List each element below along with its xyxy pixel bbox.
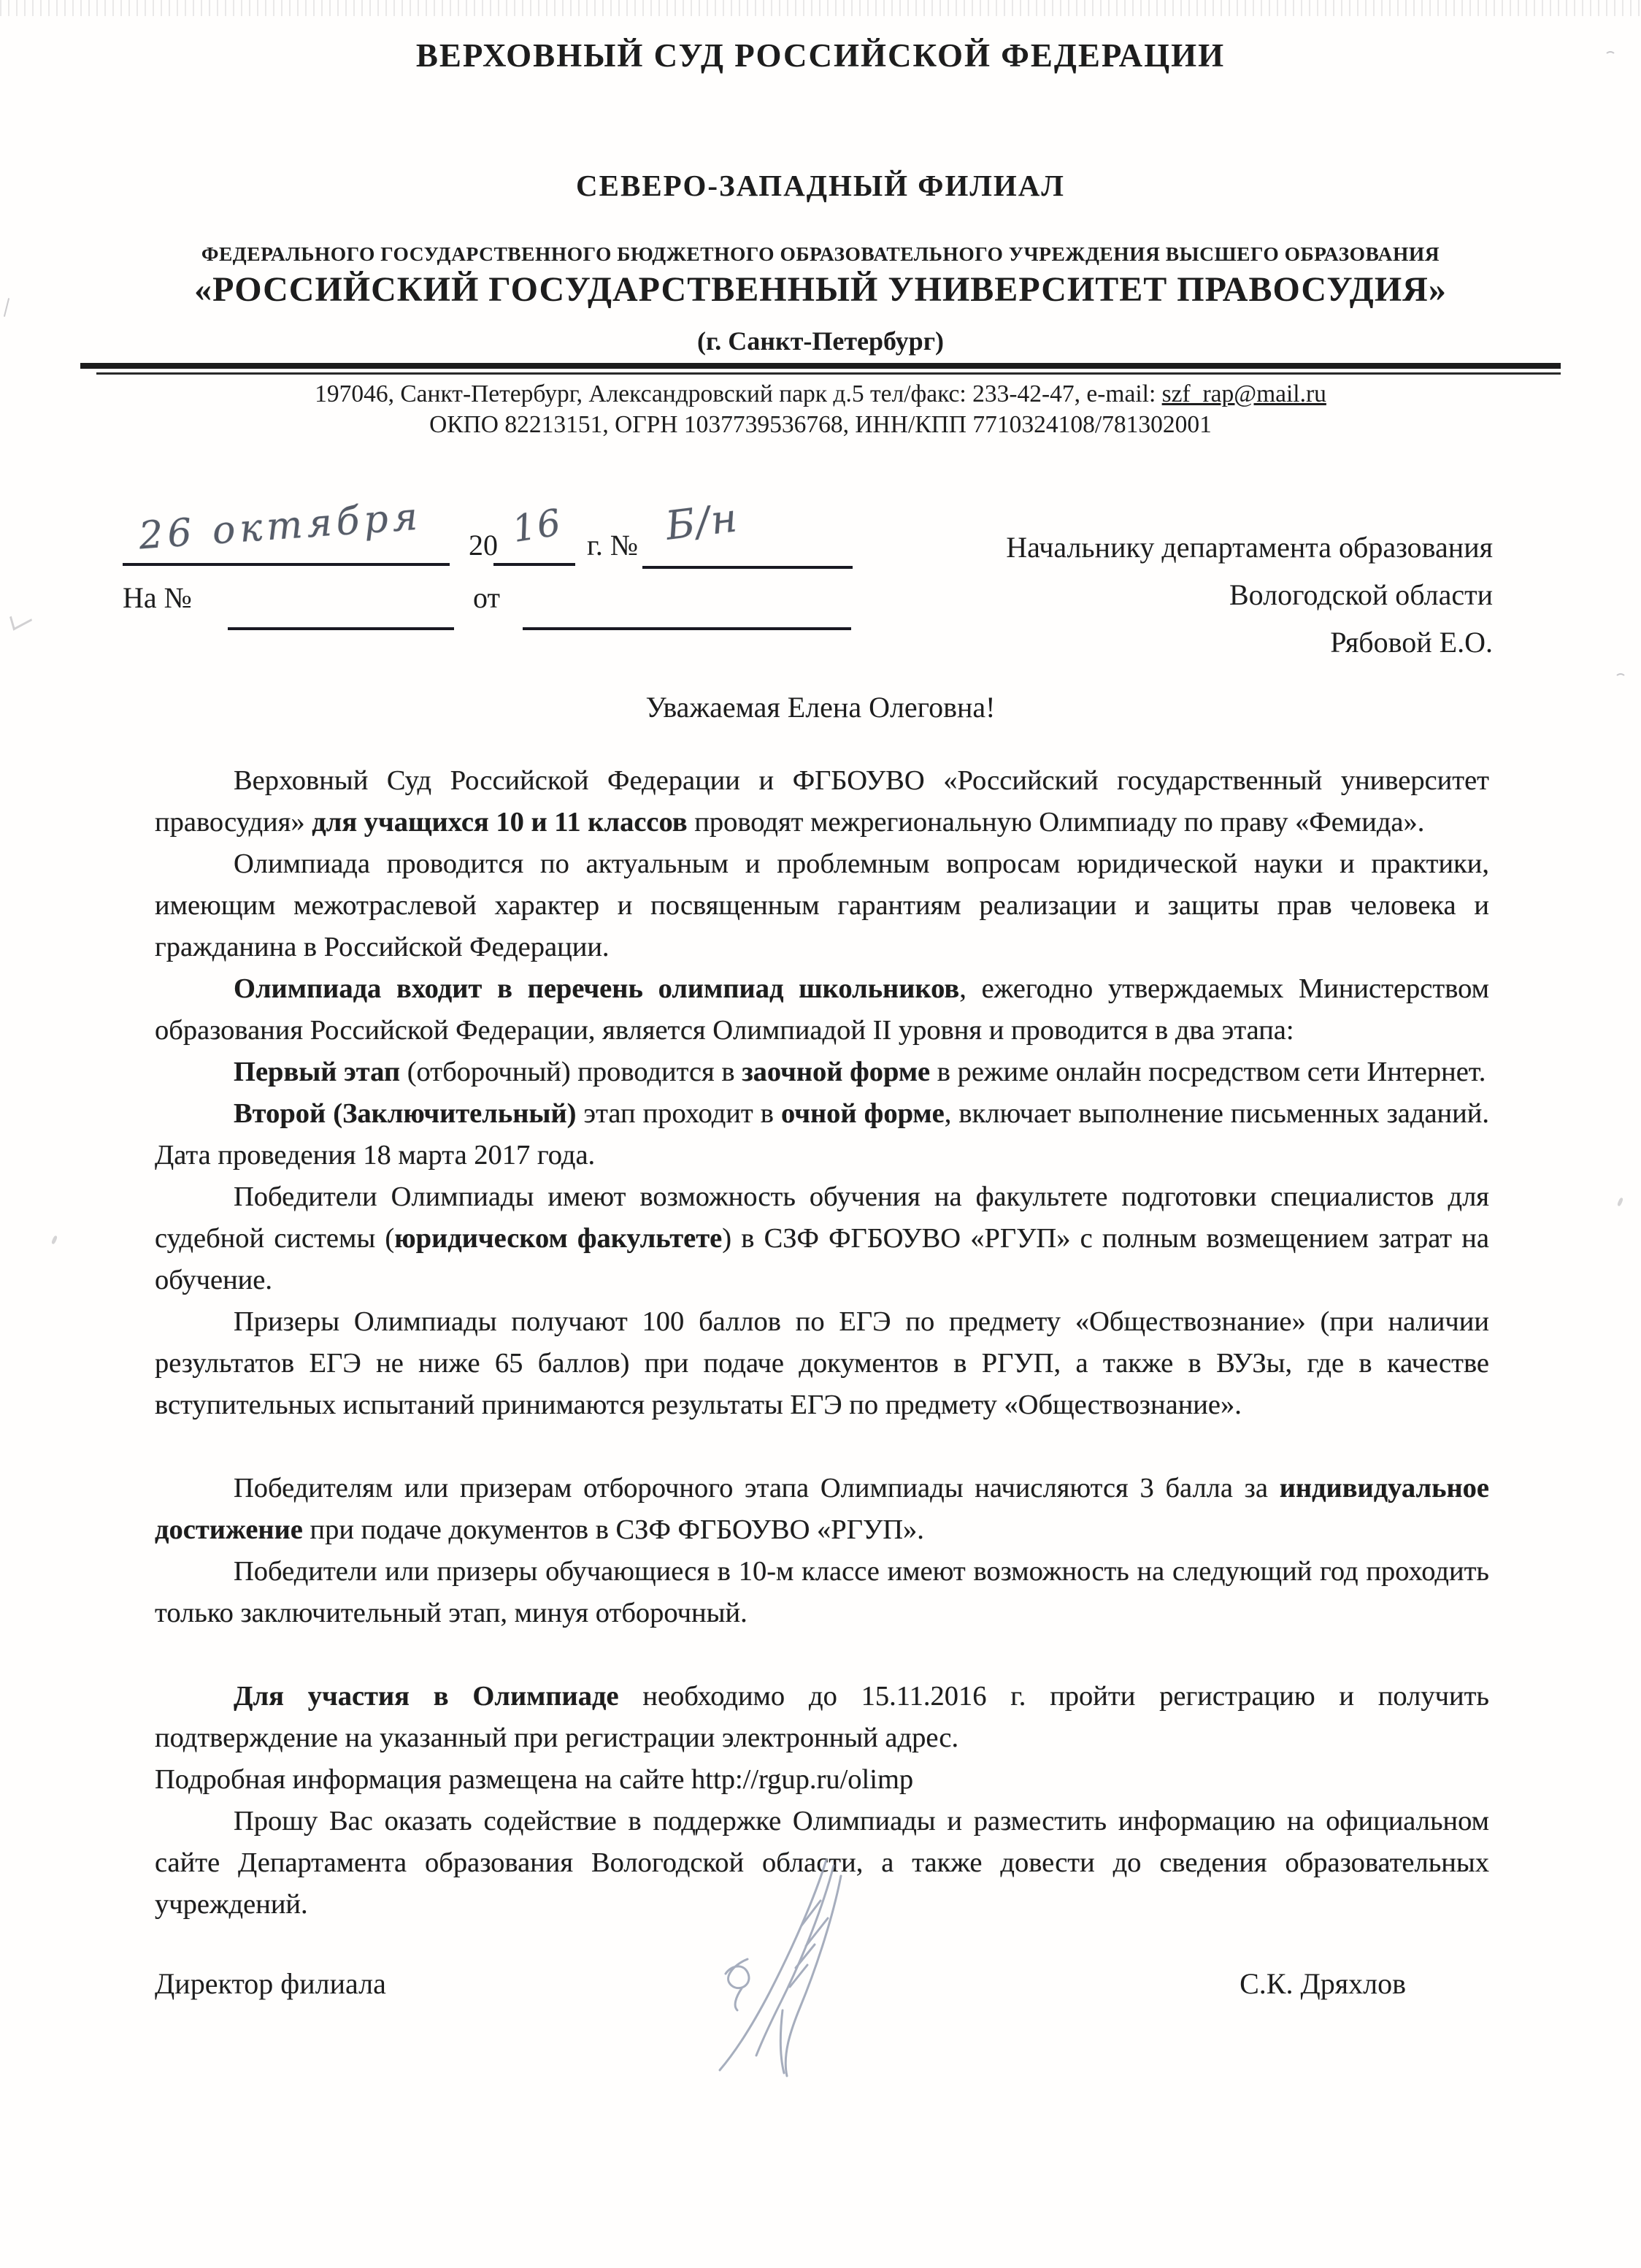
text-run: Призеры Олимпиады получают 100 баллов по ЕГЭ по предмету «Обществознание» (при наличии результатов ЕГЭ не ниже 65 баллов) при подаче документов в РГУП, а также в ВУЗы, где в качестве вступительных испытаний принимаются результаты ЕГЭ по предмету «Обществознание». (155, 1306, 1489, 1421)
bold-text-run: заочной форме (742, 1057, 931, 1088)
reply-number-label: На № (123, 581, 192, 615)
text-run: Победителям или призерам отборочного этапа Олимпиады начисляются 3 балла за (234, 1473, 1280, 1504)
letterhead-branch-title: СЕВЕРО-ЗАПАДНЫЙ ФИЛИАЛ (576, 168, 1065, 202)
letterhead-divider (80, 363, 1561, 375)
bold-text-run: индивидуальное достижение (155, 1473, 1489, 1546)
printed-number-label: г. № (587, 529, 639, 562)
paragraph (155, 1051, 1489, 1093)
paragraph (155, 1759, 1489, 1801)
paragraph (155, 1551, 1489, 1634)
letterhead-contacts (0, 380, 1641, 439)
handwritten-year: 16 (509, 501, 565, 551)
bold-text-run: Второй (Заключительный) (234, 1098, 577, 1130)
signer-name: С.К. Дряхлов (1240, 1967, 1406, 2001)
letterhead-university-name: «РОССИЙСКИЙ ГОСУДАРСТВЕННЫЙ УНИВЕРСИТЕТ ПРАВОСУДИЯ» (194, 269, 1447, 309)
reply-number-blank (228, 627, 454, 630)
text-run: этап проходит в (576, 1098, 782, 1130)
text-run: (отборочный) проводится в (400, 1057, 742, 1088)
bold-text-run: Олимпиада входит в перечень олимпиад школьников (234, 973, 960, 1005)
text-run: в режиме онлайн посредством сети Интернет. (930, 1057, 1486, 1088)
text-run: при подаче документов в СЗФ ФГБОУВО «РГУП». (302, 1514, 924, 1546)
letterhead-court-title: ВЕРХОВНЫЙ СУД РОССИЙСКОЙ ФЕДЕРАЦИИ (415, 37, 1226, 74)
text-run: Подробная информация размещена на сайте http://rgup.ru/olimp (155, 1764, 914, 1796)
bold-text-run: Для участия в Олимпиаде (234, 1681, 619, 1712)
text-run: Победители или призеры обучающиеся в 10-м классе имеют возможность на следующий год проходить только заключительный этап, минуя отборочный. (155, 1556, 1489, 1629)
letter-body (155, 760, 1489, 1926)
handwritten-date: 26 октября (137, 494, 423, 559)
reply-from-blank (523, 627, 851, 630)
signer-position: Директор филиала (155, 1967, 386, 2001)
text-run: Прошу Вас оказать содействие в поддержке Олимпиады и разместить информацию на официальном сайте Департамента образования Вологодской области, а также довести до сведения образовательных учреждений. (155, 1806, 1489, 1920)
paragraph (155, 760, 1489, 843)
bold-text-run: юридическом факультете (394, 1223, 723, 1254)
bold-text-run: очной форме (781, 1098, 945, 1130)
divider-thick-rule (80, 363, 1561, 369)
paragraph (155, 843, 1489, 968)
addressee-block (1006, 524, 1493, 666)
addressee-line: Начальнику департамента образования (1006, 531, 1493, 564)
scan-artifact (1605, 51, 1616, 63)
text-run: , ежегодно утверждаемых Министерством образования Российской Федерации, является Олимпиадой II уровня и проводится в два этапа: (155, 973, 1489, 1046)
text-run: ) в СЗФ ФГБОУВО «РГУП» с полным возмещением затрат на обучение. (155, 1223, 1489, 1296)
number-blank-line (642, 566, 853, 569)
addressee-line: Вологодской области (1229, 578, 1493, 612)
text-run: Победители Олимпиады имеют возможность обучения на факультете подготовки специалистов для судебной системы ( (155, 1181, 1489, 1254)
handwritten-number: Б/н (663, 494, 741, 550)
letterhead-city: (г. Санкт-Петербург) (696, 326, 945, 356)
reply-from-label: от (473, 581, 500, 615)
scan-artifact (51, 1235, 58, 1245)
date-blank-line (123, 563, 450, 566)
address-phone-text: 197046, Санкт-Петербург, Александровский парк д.5 тел/факс: 233-42-47, e-mail: (315, 380, 1162, 408)
text-run: необходимо до 15.11.2016 г. пройти регистрацию и получить подтверждение на указанный при регистрации электронный адрес. (155, 1681, 1489, 1754)
paragraph (155, 1676, 1489, 1759)
scan-artifact (1617, 1198, 1623, 1207)
letterhead-institution-type: ФЕДЕРАЛЬНОГО ГОСУДАРСТВЕННОГО БЮДЖЕТНОГО ОБРАЗОВАТЕЛЬНОГО УЧРЕЖДЕНИЯ ВЫСШЕГО ОБРАЗОВАНИЯ (201, 242, 1440, 265)
paragraph (155, 1301, 1489, 1426)
scan-artifact (1615, 673, 1626, 685)
bold-text-run: Первый этап (234, 1057, 401, 1088)
divider-thin-rule (96, 372, 1561, 375)
year-blank-line (493, 563, 575, 566)
paragraph (155, 1176, 1489, 1301)
text-run: проводят межрегиональную Олимпиаду по праву «Фемида». (687, 807, 1425, 838)
signature-block (0, 1966, 1641, 2001)
paragraph (155, 1093, 1489, 1176)
addressee-line: Рябовой Е.О. (1330, 626, 1493, 659)
contact-registration-line: ОКПО 82213151, ОГРН 1037739536768, ИНН/КПП 7710324108/781302001 (429, 411, 1212, 439)
salutation: Уважаемая Елена Олеговна! (645, 691, 996, 724)
text-run: Верховный Суд Российской Федерации и ФГБОУВО «Российский государственный университет правосудия» (155, 765, 1489, 838)
text-run: Олимпиада проводится по актуальным и проблемным вопросам юридической науки и практики, имеющим межотраслевой характер и посвященным гарантиям реализации и защиты прав человека и гражданина в Российской Федерации. (155, 848, 1489, 963)
reference-block (0, 494, 1641, 659)
handwritten-signature (672, 1857, 912, 2083)
contact-address-line (0, 380, 1641, 408)
paragraph (155, 968, 1489, 1051)
paragraph (155, 1468, 1489, 1551)
bold-text-run: для учащихся 10 и 11 классов (312, 807, 688, 838)
scan-artifact (0, 0, 1641, 16)
text-run: , включает выполнение письменных заданий. Дата проведения 18 марта 2017 года. (155, 1098, 1489, 1171)
email-link: szf_rap@mail.ru (1161, 380, 1326, 408)
printed-year-prefix: 20 (469, 529, 498, 562)
